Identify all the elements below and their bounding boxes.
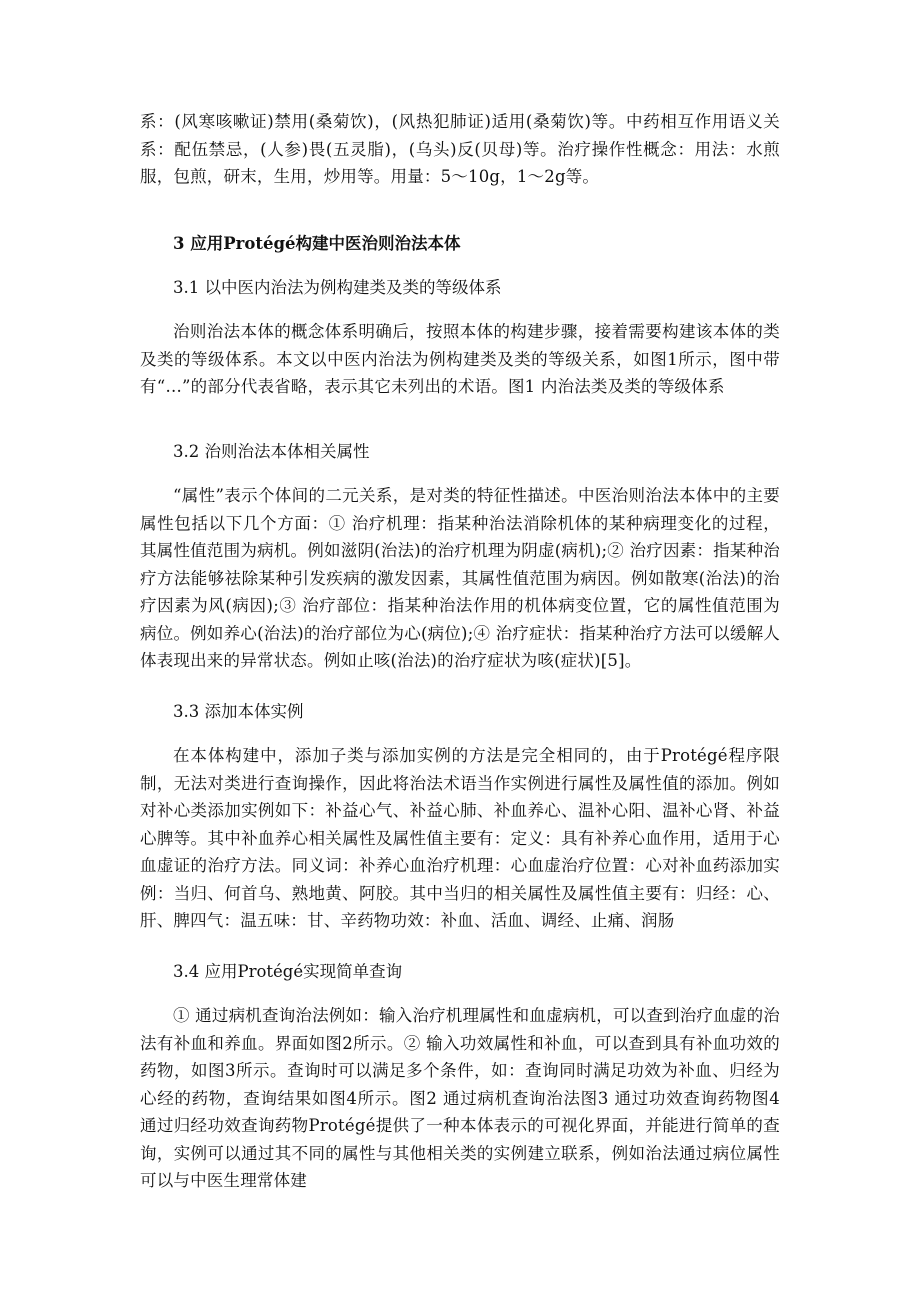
section-3-4-heading: 3.4 应用Protégé实现简单查询	[173, 962, 403, 981]
section-3-2-heading: 3.2 治则治法本体相关属性	[173, 442, 370, 461]
intro-paragraph: 系：(风寒咳嗽证)禁用(桑菊饮)，(风热犯肺证)适用(桑菊饮)等。中药相互作用语义关系：配伍禁忌，(人参)畏(五灵脂)，(乌头)反(贝母)等。治疗操作性概念：用法：水煎服，包煎，研末，生用，炒用等。用量：5～10g，1～2g等。	[140, 112, 780, 186]
section-3-heading: 3 应用Protégé构建中医治则治法本体	[173, 234, 461, 253]
section-3-4-paragraph: ① 通过病机查询治法例如：输入治疗机理属性和血虚病机，可以查到治疗血虚的治法有补血和养血。界面如图2所示。② 输入功效属性和补血，可以查到具有补血功效的药物，如图3所示。查询时可以满足多个条件，如：查询同时满足功效为补血、归经为心经的药物，查询结果如图4所示。图2 通过病机查询治法图3 通过功效查询药物图4 通过归经功效查询药物Protégé提供了一种本体表示的可视化界面，并能进行简单的查询，实例可以通过其不同的属性与其他相关类的实例建立联系，例如治法通过病位属性可以与中医生理常体建	[140, 1006, 780, 1190]
section-3-1-heading: 3.1 以中医内治法为例构建类及类的等级体系	[173, 278, 502, 297]
section-3-1-paragraph: 治则治法本体的概念体系明确后，按照本体的构建步骤，接着需要构建该本体的类及类的等级体系。本文以中医内治法为例构建类及类的等级关系，如图1所示，图中带有“…”的部分代表省略，表示其它未列出的术语。图1 内治法类及类的等级体系	[140, 322, 780, 396]
section-3-2-paragraph: “属性”表示个体间的二元关系，是对类的特征性描述。中医治则治法本体中的主要属性包括以下几个方面：① 治疗机理：指某种治法消除机体的某种病理变化的过程，其属性值范围为病机。例如滋阴(治法)的治疗机理为阴虚(病机);② 治疗因素：指某种治疗方法能够祛除某种引发疾病的激发因素，其属性值范围为病因。例如散寒(治法)的治疗因素为风(病因);③ 治疗部位：指某种治法作用的机体病变位置，它的属性值范围为病位。例如养心(治法)的治疗部位为心(病位);④ 治疗症状：指某种治疗方法可以缓解人体表现出来的异常状态。例如止咳(治法)的治疗症状为咳(症状)[5]。	[140, 486, 780, 670]
section-3-3-heading: 3.3 添加本体实例	[173, 702, 304, 721]
section-3-3-paragraph: 在本体构建中，添加子类与添加实例的方法是完全相同的，由于Protégé程序限制，无法对类进行查询操作，因此将治法术语当作实例进行属性及属性值的添加。例如对补心类添加实例如下：补益心气、补益心肺、补血养心、温补心阳、温补心肾、补益心脾等。其中补血养心相关属性及属性值主要有：定义：具有补养心血作用，适用于心血虚证的治疗方法。同义词：补养心血治疗机理：心血虚治疗位置：心对补血药添加实例：当归、何首乌、熟地黄、阿胶。其中当归的相关属性及属性值主要有：归经：心、肝、脾四气：温五味：甘、辛药物功效：补血、活血、调经、止痛、润肠	[140, 746, 780, 930]
